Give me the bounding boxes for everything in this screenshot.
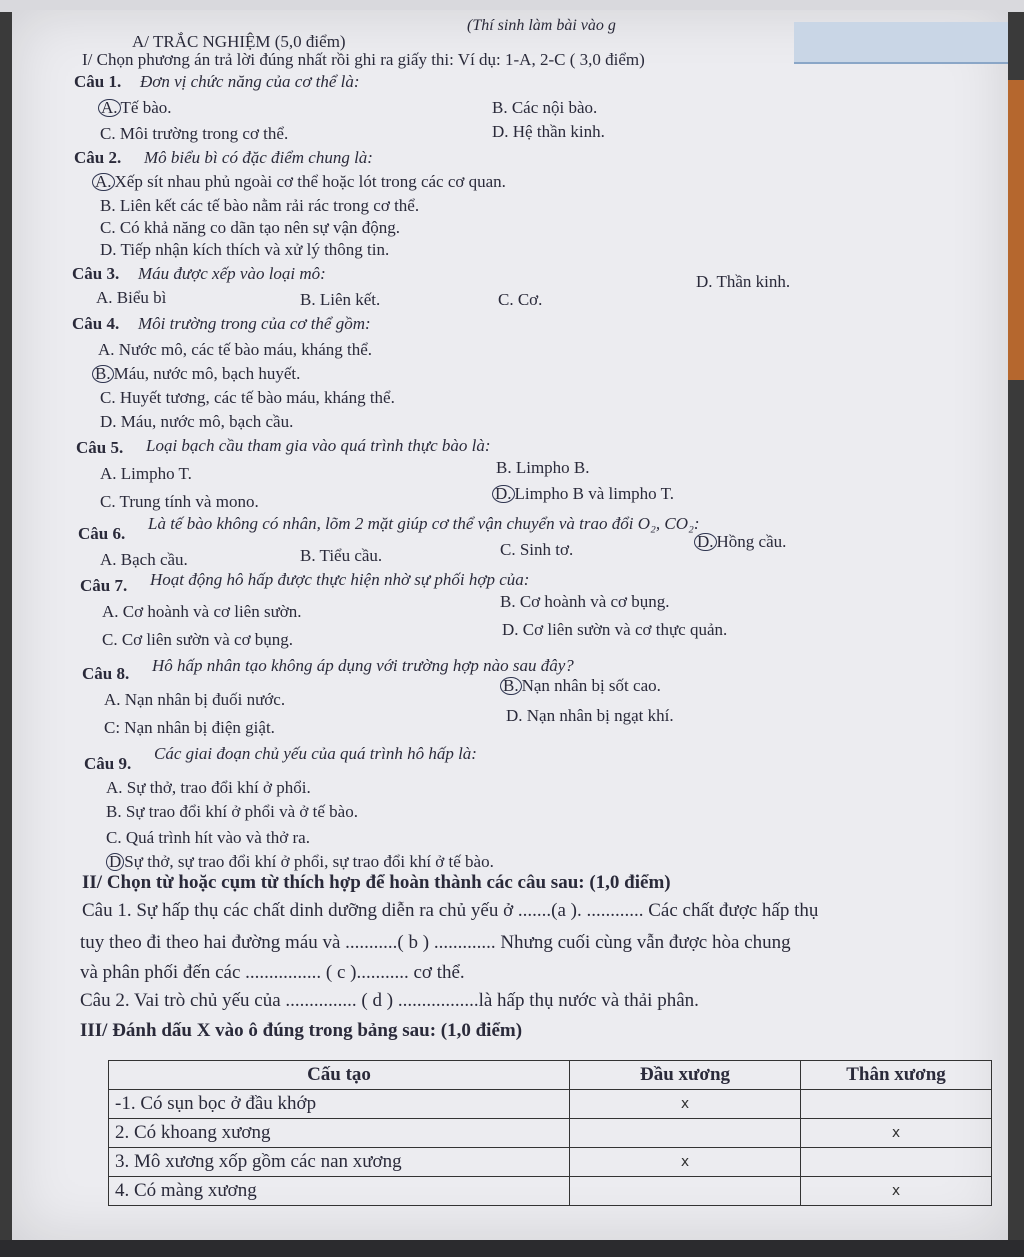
q3-label: Câu 3. <box>72 264 120 283</box>
q3-opt-c: C. Cơ. <box>498 290 543 309</box>
dau-xuong-cell[interactable]: x <box>570 1090 801 1119</box>
q6-text: Là tế bào không có nhân, lõm 2 mặt giúp cơ thể vận chuyển và trao đổi O₂, CO₂: <box>148 514 700 533</box>
part3-title: III/ Đánh dấu X vào ô đúng trong bảng sau: (1,0 điểm) <box>80 1020 523 1041</box>
dau-xuong-cell[interactable] <box>570 1119 801 1148</box>
q7-label: Câu 7. <box>80 576 128 595</box>
q1-opt-c: C. Môi trường trong cơ thể. <box>100 124 289 143</box>
part1-title: I/ Chọn phương án trả lời đúng nhất rồi ghi ra giấy thi: Ví dụ: 1-A, 2-C ( 3,0 điểm) <box>82 50 645 69</box>
section-a-title: A/ TRẮC NGHIỆM (5,0 điểm) <box>132 32 346 51</box>
q4-opt-c: C. Huyết tương, các tế bào máu, kháng thể. <box>100 388 395 407</box>
dau-xuong-cell[interactable] <box>570 1177 801 1206</box>
part2-line3: và phân phối đến các ................ ( c )........... cơ thể. <box>80 962 465 983</box>
q1-opt-b: B. Các nội bào. <box>492 98 598 117</box>
bone-structure-table <box>108 1060 992 1206</box>
q6-opt-c: C. Sinh tơ. <box>500 540 574 559</box>
q8-text: Hô hấp nhân tạo không áp dụng với trường hợp nào sau đây? <box>152 656 574 675</box>
q2-opt-a: A. Xếp sít nhau phủ ngoài cơ thể hoặc lót trong các cơ quan. <box>92 172 506 192</box>
q5-text: Loại bạch cầu tham gia vào quá trình thực bào là: <box>146 436 491 455</box>
browser-tab-overlay <box>794 22 1008 64</box>
q8-opt-a: A. Nạn nhân bị đuối nước. <box>104 690 286 709</box>
q7-opt-d: D. Cơ liên sườn và cơ thực quản. <box>502 620 728 639</box>
q6-opt-a: A. Bạch cầu. <box>100 550 188 569</box>
part2-line1: Câu 1. Sự hấp thụ các chất dinh dưỡng diễn ra chủ yếu ở .......(a ). ............ Các chất được hấp thụ <box>82 900 819 921</box>
q7-opt-c: C. Cơ liên sườn và cơ bụng. <box>102 630 294 649</box>
than-xuong-cell[interactable]: x <box>801 1177 992 1206</box>
row-label: 2. Có khoang xương <box>109 1119 570 1148</box>
q5-opt-d: D. Limpho B và limpho T. <box>492 484 674 504</box>
than-xuong-cell[interactable] <box>801 1148 992 1177</box>
q9-label: Câu 9. <box>84 754 132 773</box>
exam-paper <box>12 10 1008 1240</box>
q9-text: Các giai đoạn chủ yếu của quá trình hô hấp là: <box>154 744 477 763</box>
header-than-xuong: Thân xương <box>801 1061 992 1090</box>
row-label: -1. Có sụn bọc ở đầu khớp <box>109 1090 570 1119</box>
q3-text: Máu được xếp vào loại mô: <box>138 264 326 283</box>
q2-opt-d: D. Tiếp nhận kích thích và xử lý thông tin. <box>100 240 390 259</box>
part2-line2: tuy theo đi theo hai đường máu và ...........( b ) ............. Nhưng cuối cùng vẫn được hòa chung <box>80 932 791 953</box>
q6-opt-d: D. Hồng cầu. <box>694 532 786 552</box>
than-xuong-cell[interactable] <box>801 1090 992 1119</box>
q4-opt-b: B. Máu, nước mô, bạch huyết. <box>92 364 300 384</box>
table-row <box>109 1090 992 1119</box>
q6-opt-b: B. Tiểu cầu. <box>300 546 383 565</box>
q6-label: Câu 6. <box>78 524 126 543</box>
q9-opt-d: D Sự thở, sự trao đổi khí ở phổi, sự trao đổi khí ở tế bào. <box>106 852 494 872</box>
q5-opt-a: A. Limpho T. <box>100 464 192 483</box>
table-header-row <box>109 1061 992 1090</box>
q3-opt-b: B. Liên kết. <box>300 290 381 309</box>
q3-opt-d: D. Thần kinh. <box>696 272 791 291</box>
part2-line4: Câu 2. Vai trò chủ yếu của ............... ( d ) .................là hấp thụ nước và thải phân. <box>80 990 699 1011</box>
q1-opt-d: D. Hệ thần kinh. <box>492 122 605 141</box>
q2-opt-b: B. Liên kết các tế bào nằm rải rác trong cơ thể. <box>100 196 420 215</box>
q4-text: Môi trường trong của cơ thể gồm: <box>138 314 371 333</box>
q3-opt-a: A. Biểu bì <box>96 288 167 307</box>
q2-opt-c: C. Có khả năng co dãn tạo nên sự vận động. <box>100 218 401 237</box>
q8-label: Câu 8. <box>82 664 130 683</box>
part2-title: II/ Chọn từ hoặc cụm từ thích hợp để hoàn thành các câu sau: (1,0 điểm) <box>82 872 671 893</box>
q9-opt-c: C. Quá trình hít vào và thở ra. <box>106 828 310 847</box>
q1-text: Đơn vị chức năng của cơ thể là: <box>140 72 360 91</box>
table-row <box>109 1119 992 1148</box>
table-row <box>109 1148 992 1177</box>
q4-label: Câu 4. <box>72 314 120 333</box>
header-dau-xuong: Đầu xương <box>570 1061 801 1090</box>
table-row <box>109 1177 992 1206</box>
q9-opt-a: A. Sự thở, trao đổi khí ở phổi. <box>106 778 311 797</box>
q2-text: Mô biểu bì có đặc điểm chung là: <box>144 148 373 167</box>
header-note: (Thí sinh làm bài vào g <box>467 17 616 34</box>
row-label: 4. Có màng xương <box>109 1177 570 1206</box>
q2-label: Câu 2. <box>74 148 122 167</box>
q8-opt-d: D. Nạn nhân bị ngạt khí. <box>506 706 674 725</box>
q7-opt-a: A. Cơ hoành và cơ liên sườn. <box>102 602 302 621</box>
dau-xuong-cell[interactable]: x <box>570 1148 801 1177</box>
header-cau-tao: Cấu tạo <box>109 1061 570 1090</box>
q5-opt-c: C. Trung tính và mono. <box>100 492 259 511</box>
q7-opt-b: B. Cơ hoành và cơ bụng. <box>500 592 670 611</box>
row-label: 3. Mô xương xốp gồm các nan xương <box>109 1148 570 1177</box>
q1-label: Câu 1. <box>74 72 122 91</box>
than-xuong-cell[interactable]: x <box>801 1119 992 1148</box>
q9-opt-b: B. Sự trao đổi khí ở phổi và ở tế bào. <box>106 802 358 821</box>
bottom-bar <box>0 1240 1024 1257</box>
q5-opt-b: B. Limpho B. <box>496 458 590 477</box>
q8-opt-b: B. Nạn nhân bị sốt cao. <box>500 676 661 696</box>
q7-text: Hoạt động hô hấp được thực hiện nhờ sự phối hợp của: <box>150 570 530 589</box>
q4-opt-a: A. Nước mô, các tế bào máu, kháng thể. <box>98 340 373 359</box>
q4-opt-d: D. Máu, nước mô, bạch cầu. <box>100 412 294 431</box>
q5-label: Câu 5. <box>76 438 124 457</box>
q8-opt-c: C: Nạn nhân bị điện giật. <box>104 718 275 737</box>
q1-opt-a: A. Tế bào. <box>98 98 172 118</box>
